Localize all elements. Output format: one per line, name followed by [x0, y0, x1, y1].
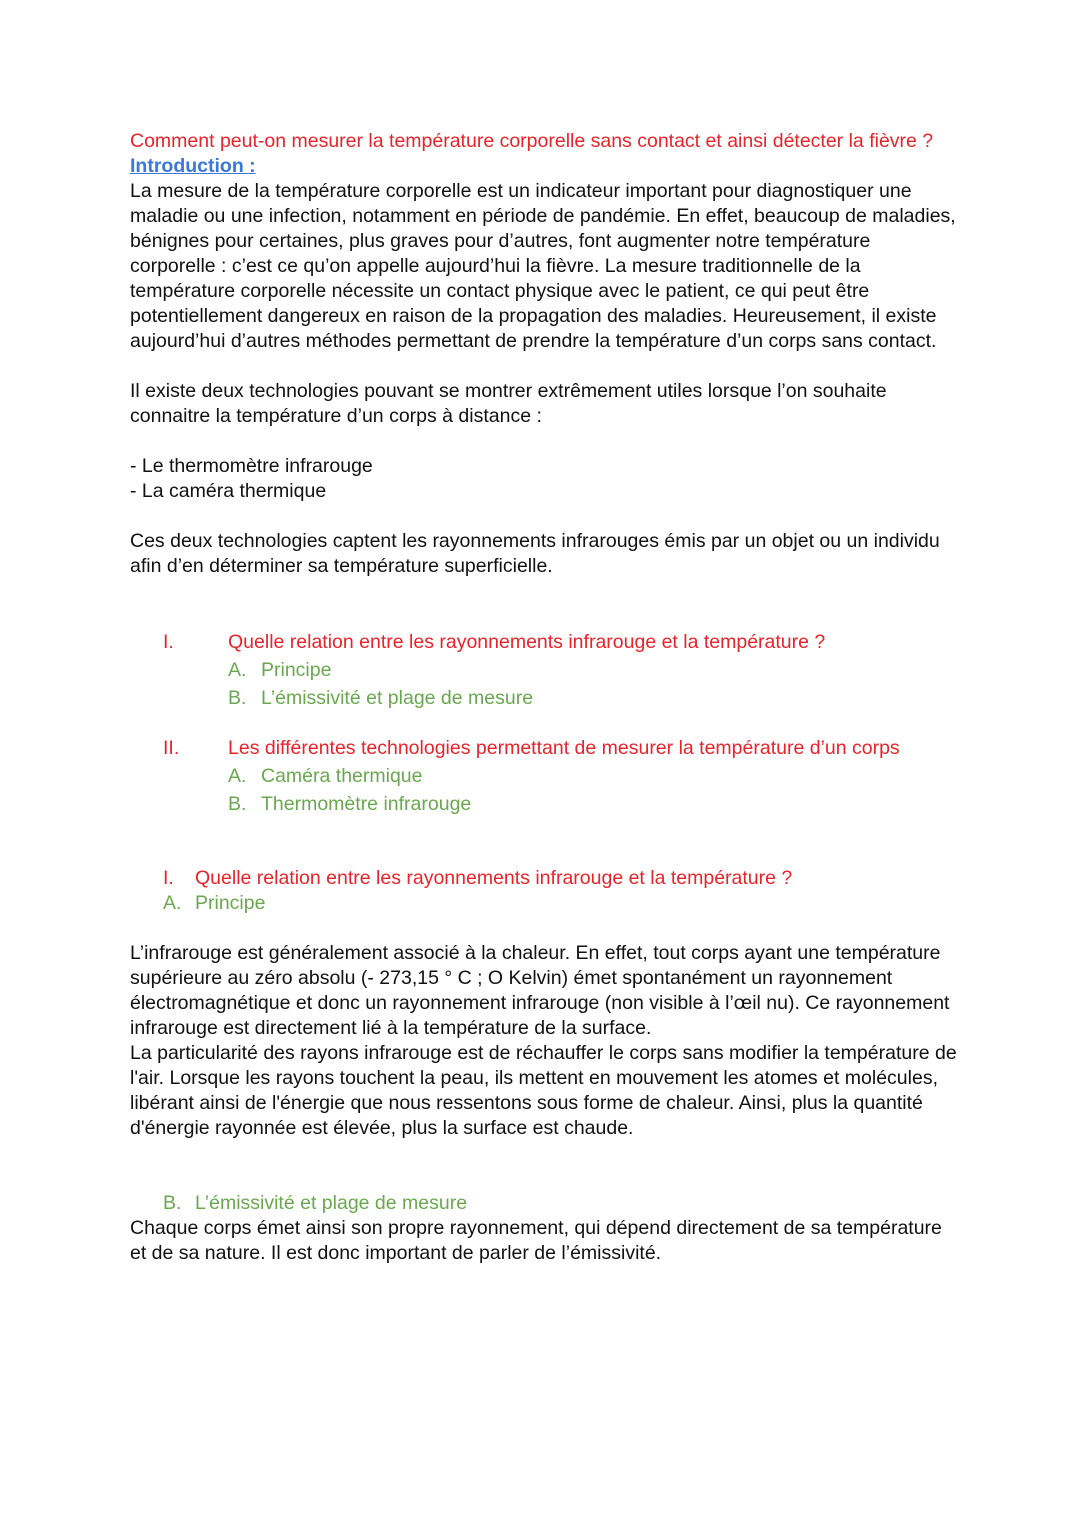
outline-sub-text: Principe	[261, 659, 332, 681]
outline-sub-letter: B.	[228, 793, 247, 815]
document-title: Comment peut-on mesurer la température corporelle sans contact et ainsi détecter la fièvre ?	[130, 130, 934, 152]
body-paragraph: Chaque corps émet ainsi son propre rayonnement, qui dépend directement de sa température et de sa nature. Il est donc important de parler de l’émissivité.	[130, 1217, 942, 1264]
intro-heading: Introduction :	[130, 155, 256, 177]
subsection-letter: A.	[163, 892, 182, 914]
outline-number: II.	[163, 737, 180, 759]
subsection-heading	[130, 1191, 960, 1216]
outline-sub-text: L’émissivité et plage de mesure	[261, 687, 534, 709]
outline-sub-letter: B.	[228, 687, 247, 709]
outline-sub-text: Thermomètre infrarouge	[261, 793, 472, 815]
outline-sub-text: Caméra thermique	[261, 765, 423, 787]
tech-intro-paragraph: Il existe deux technologies pouvant se montrer extrêmement utiles lorsque l’on souhaite connaitre la température d’un corps à distance :	[130, 380, 887, 427]
tech-list-item: - Le thermomètre infrarouge	[130, 455, 373, 477]
body-paragraph: La particularité des rayons infrarouge est de réchauffer le corps sans modifier la température de l'air. Lorsque les rayons touchent la peau, ils mettent en mouvement les atomes et molécules, libérant ainsi de l'énergie que nous ressentons sous forme de chaleur. Ainsi, plus la quantité d'énergie rayonnée est élevée, plus la surface est chaude.	[130, 1042, 957, 1139]
outline-title: Les différentes technologies permettant de mesurer la température d’un corps	[228, 737, 900, 759]
section-title: Quelle relation entre les rayonnements infrarouge et la température ?	[195, 867, 793, 889]
document-page	[130, 129, 960, 1266]
body-paragraph: L’infrarouge est généralement associé à la chaleur. En effet, tout corps ayant une température supérieure au zéro absolu (- 273,15 ° C ; O Kelvin) émet spontanément un rayonnement électromagnétique et donc un rayonnement infrarouge (non visible à l’œil nu). Ce rayonnement infrarouge est directement lié à la température de la surface.	[130, 942, 950, 1039]
outline-title: Quelle relation entre les rayonnements infrarouge et la température ?	[228, 631, 826, 653]
outline-item	[130, 629, 960, 712]
subsection-title: Principe	[195, 892, 266, 914]
intro-paragraph: La mesure de la température corporelle est un indicateur important pour diagnostiquer une maladie ou une infection, notamment en période de pandémie. En effet, beaucoup de maladies, bénignes pour certaines, plus graves pour d’autres, font augmenter notre température corporelle : c’est ce qu’on appelle aujourd’hui la fièvre. La mesure traditionnelle de la température corporelle nécessite un contact physique avec le patient, ce qui peut être potentiellement dangereux en raison de la propagation des maladies. Heureusement, il existe aujourd’hui d’autres méthodes permettant de prendre la température d’un corps sans contact.	[130, 180, 956, 352]
tech-list-item: - La caméra thermique	[130, 480, 327, 502]
section-number: I.	[163, 867, 174, 889]
outline-sub-item	[228, 656, 960, 684]
outline-sub-letter: A.	[228, 659, 247, 681]
outline	[130, 604, 960, 818]
outline-number: I.	[163, 631, 174, 653]
outline-item	[130, 735, 960, 818]
subsection-letter: B.	[163, 1192, 182, 1214]
outline-sub-item	[228, 790, 960, 818]
outline-sub-letter: A.	[228, 765, 247, 787]
tech-summary-paragraph: Ces deux technologies captent les rayonnements infrarouges émis par un objet ou un individu afin d’en déterminer sa température superficielle.	[130, 530, 940, 577]
outline-sub-item	[228, 684, 960, 712]
subsection-title: L’émissivité et plage de mesure	[195, 1192, 468, 1214]
subsection-heading	[130, 891, 960, 916]
section-heading	[130, 866, 960, 891]
outline-sub-item	[228, 762, 960, 790]
